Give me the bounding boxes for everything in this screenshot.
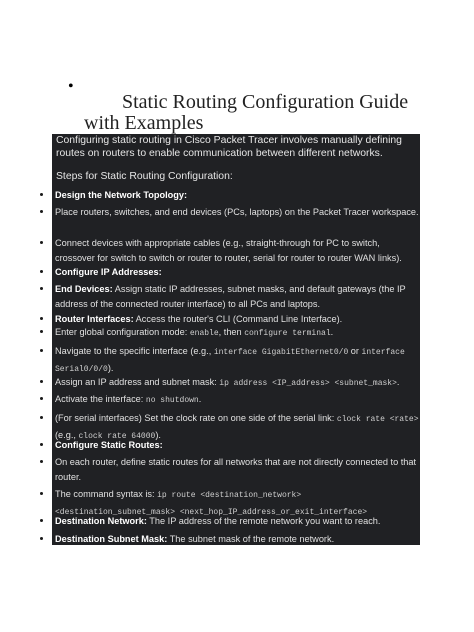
code-snippet: clock rate <rate> [336,415,419,424]
list-item-body: The IP address of the remote network you want to reach. [146,516,381,526]
list-item [40,207,420,221]
code-snippet: clock rate 64000 [78,431,156,441]
list-item-body: or [348,346,362,356]
list-item [40,489,420,517]
title-line-2: with Examples [84,112,204,134]
list-item-body: Connect devices with appropriate cables (e.g., straight-through for PC to switch, crossover for switch to switch or router to router, serial for router to router WAN links). [55,238,402,263]
list-item-text [55,188,419,203]
list-bullet [40,270,43,273]
list-item-heading: Destination Subnet Mask: [55,534,168,544]
list-bullet [40,416,43,419]
code-snippet: no shutdown [145,396,199,405]
list-bullet [40,397,43,400]
list-item [40,516,420,530]
list-bullet [40,330,43,333]
list-bullet [40,317,43,320]
code-snippet: enable [189,329,219,338]
list-item [40,327,420,341]
list-item-text [55,344,419,377]
list-bullet [40,241,43,244]
list-item [40,394,420,408]
list-item-body: The subnet mask of the remote network. [167,534,335,544]
list-item-text [55,236,419,265]
list-item-text [55,455,419,484]
list-item [40,190,420,204]
list-bullet [40,443,43,446]
code-snippet: ip route <destination_network> <destination_subnet_mask> <next_hop_IP_address_or_exit_interface> [55,491,368,517]
list-item [40,377,420,391]
list-item-text [55,532,419,547]
list-item [40,267,420,281]
list-item [40,238,420,263]
steps-heading: Steps for Static Routing Configuration: [56,171,233,182]
list-item-body: Navigate to the specific interface (e.g., [55,346,214,356]
list-item-body: (e.g., [55,429,79,440]
list-item-heading: Design the Network Topology: [55,190,188,200]
list-item-body: , then [218,327,245,337]
list-item [40,457,420,482]
code-snippet: configure terminal [244,329,331,338]
list-bullet [40,349,43,352]
list-item-text [55,438,419,453]
list-item-body: The command syntax is: [55,489,158,499]
list-item [40,413,420,441]
list-item-text [55,514,419,529]
list-bullet [40,210,43,213]
list-item-text [55,375,419,392]
list-bullet [40,287,43,290]
code-snippet: interface Serial0/0/0 [55,348,405,374]
list-item-text [55,282,419,311]
list-item-text [55,325,419,342]
list-item-heading: Configure Static Routes: [55,440,163,450]
list-item [40,534,420,548]
list-bullet [40,193,43,196]
list-bullet [40,492,43,495]
list-item [40,284,420,309]
list-item-body: Assign static IP addresses, subnet masks, and default gateways (the IP address of the connected router interface) to all PCs and laptops. [55,284,406,309]
title-line-1: Static Routing Configuration Guide [122,91,409,113]
list-item-body: . [198,394,202,404]
list-item-body: Access the router's CLI (Command Line Interface). [133,314,343,324]
list-item-heading: Router Interfaces: [55,314,134,324]
list-item-body: Enter global configuration mode: [55,327,190,337]
list-item-text [55,392,419,409]
intro-paragraph: Configuring static routing in Cisco Packet Tracer involves manually defining routes on routers to enable communication between different networks. [56,135,402,159]
list-item-body: Activate the interface: [55,394,146,404]
list-bullet [40,460,43,463]
list-bullet [40,380,43,383]
list-item-body: Assign an IP address and subnet mask: [55,377,220,387]
top-bullet: • [68,78,74,95]
list-bullet [40,519,43,522]
list-item [40,346,420,374]
list-item-body: Place routers, switches, and end devices (PCs, laptops) on the Packet Tracer workspace. [55,207,419,217]
list-item-text [55,205,419,220]
list-item-body: On each router, define static routes for all networks that are not directly connected to that router. [55,457,417,482]
list-item-heading: End Devices: [55,284,113,294]
code-snippet: ip address <IP_address> <subnet_mask> [219,379,397,388]
list-item-heading: Configure IP Addresses: [55,267,162,277]
list-item-body: . [396,377,400,387]
list-item-body: (For serial interfaces) Set the clock rate on one side of the serial link: [55,413,337,423]
list-item-text [55,265,419,280]
page-title [84,92,424,134]
list-item-body: . [330,327,334,337]
list-item-heading: Destination Network: [55,516,147,526]
list-item [40,440,420,454]
code-snippet: interface GigabitEthernet0/0 [213,348,349,357]
list-bullet [40,537,43,540]
list-item-body: ). [107,362,114,373]
list-item-body: ). [155,429,161,440]
